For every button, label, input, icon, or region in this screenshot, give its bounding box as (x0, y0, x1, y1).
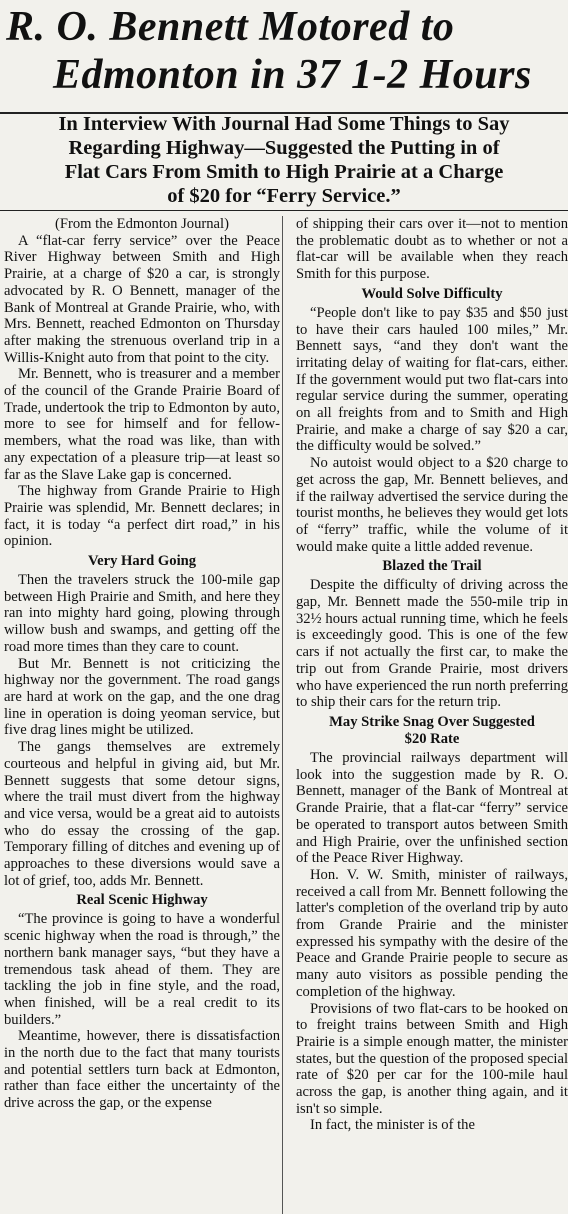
paragraph: Despite the difficulty of driving across the gap, Mr. Bennett made the 550-mile trip in 32½ hours actual running time, which he feels is exceedingly good. This is one of the few cars if not actually the first car, to make the trip out from Grande Prairie, most drivers who have experienced the run north preferring to ship their cars for the return trip. (296, 577, 568, 711)
headline (0, 0, 568, 112)
paragraph: Meantime, however, there is dissatisfaction in the north due to the fact that many tourists and potential settlers turn back at Edmonton, rather than face either the uncertainty of the drive across the gap, or the expense (4, 1028, 280, 1112)
paragraph: A “flat-car ferry service” over the Peace River Highway between Smith and High Prairie, at a charge of $20 a car, is strongly advocated by R. O Bennett, manager of the Bank of Montreal at Grande Prairie, who, with Mrs. Bennett, reached Edmonton on Thursday after making the strenuous overland trip in a Willis-Knight auto from that point to the city. (4, 232, 280, 366)
subhead-20-rate: $20 Rate (404, 730, 460, 747)
paragraph: The highway from Grande Prairie to High Prairie was splendid, Mr. Bennett declares; in fact, it is today “a perfect dirt road,” in his opinion. (4, 483, 280, 550)
headline-line-1: R. O. Bennett Motored to (6, 4, 455, 50)
article-column-2 (288, 216, 568, 1214)
subhead-blazed-the-trail: Blazed the Trail (382, 558, 482, 575)
subhead-would-solve-difficulty: Would Solve Difficulty (361, 285, 503, 302)
paragraph: “The province is going to have a wonderful scenic highway when the road is through,” the northern bank manager says, “but they have a tremendous task ahead of them. They are tackling the job in fine style, and the road, when finished, will be a real credit to its builders.” (4, 911, 280, 1028)
source-credit: (From the Edmonton Journal) (55, 216, 229, 232)
deck-line: Flat Cars From Smith to High Prairie at a Charge (64, 161, 504, 183)
subhead-may-strike-snag: May Strike Snag Over Suggested (329, 713, 535, 730)
paragraph: In fact, the minister is of the (310, 1117, 475, 1134)
paragraph: Provisions of two flat-cars to be hooked on to freight trains between Smith and High Prairie is a simple enough matter, the minister states, but the question of the proposed special rate of $20 per car for the 100-mile haul across the gap, is another thing again, and it isn't so simple. (296, 1000, 568, 1117)
paragraph: Then the travelers struck the 100-mile gap between High Prairie and Smith, and here they ran into mighty hard going, plowing through willow bush and swamps, and getting off the road more times than they care to count. (4, 572, 280, 655)
paragraph: Hon. V. W. Smith, minister of railways, received a call from Mr. Bennett following the latter's completion of the overland trip by auto from Grande Prairie and the minister expressed his sympathy with the desire of the Peace and Grande Prairie people to secure as many auto visitors as possible pending the completion of the highway. (296, 866, 568, 1000)
subheadline-deck (0, 112, 568, 212)
paragraph: “People don't like to pay $35 and $50 just to have their cars hauled 100 miles,” Mr. Bennett says, “and they don't want the irritating delay of waiting for flat-cars, either. If the government would put two flat-cars into regular service during the summer, operating on all freights from and to Smith and High Prairie, and make a charge of say $20 a car, the difficulty would be solved.” (296, 304, 568, 455)
paragraph: of shipping their cars over it—not to mention the problematic doubt as to whether or not a flat-car will be available when they reach Smith for this purpose. (296, 216, 568, 283)
paragraph: Mr. Bennett, who is treasurer and a member of the council of the Grande Prairie Board of Trade, undertook the trip to Edmonton by auto, more to see for himself and for fellow-members, what the road was like, than with any expectation of a pleasure trip—at least so far as the Slave Lake gap is concerned. (4, 366, 280, 483)
headline-line-2: Edmonton in 37 1-2 Hours (53, 52, 532, 98)
paragraph: The gangs themselves are extremely courteous and helpful in giving aid, but Mr. Bennett suggests that some detour signs, where the trail must divert from the highway and vice versa, would be a great aid to autoists who do essay the crossing of the gap. Temporary filling of ditches and evening up of approaches to these diversions would save a lot of grief, too, adds Mr. Bennett. (4, 739, 280, 889)
paragraph: The provincial railways department will look into the suggestion made by R. O. Bennett, manager of the Bank of Montreal at Grande Prairie, that a flat-car “ferry” service be operated to transport autos between Smith and High Prairie, over the unfinished section of the Peace River Highway. (296, 749, 568, 867)
deck-line: In Interview With Journal Had Some Things to Say (58, 113, 510, 135)
article-column-1 (4, 216, 280, 1214)
deck-rule (0, 210, 568, 211)
column-divider (282, 216, 283, 1214)
deck-line: Regarding Highway—Suggested the Putting in of (68, 137, 500, 159)
subhead-real-scenic-highway: Real Scenic Highway (76, 892, 208, 909)
subhead-very-hard-going: Very Hard Going (87, 553, 197, 570)
paragraph: But Mr. Bennett is not criticizing the highway nor the government. The road gangs are hard at work on the gap, and the one drag line in operation is doing yeoman service, but five drag lines might be utilized. (4, 655, 280, 739)
paragraph: No autoist would object to a $20 charge to get across the gap, Mr. Bennett believes, and if the railway advertised the service during the tourist months, he believes they would get lots of “ferry” traffic, while the volume of it would make quite a little added revenue. (296, 455, 568, 555)
deck-line: of $20 for “Ferry Service.” (167, 185, 401, 207)
